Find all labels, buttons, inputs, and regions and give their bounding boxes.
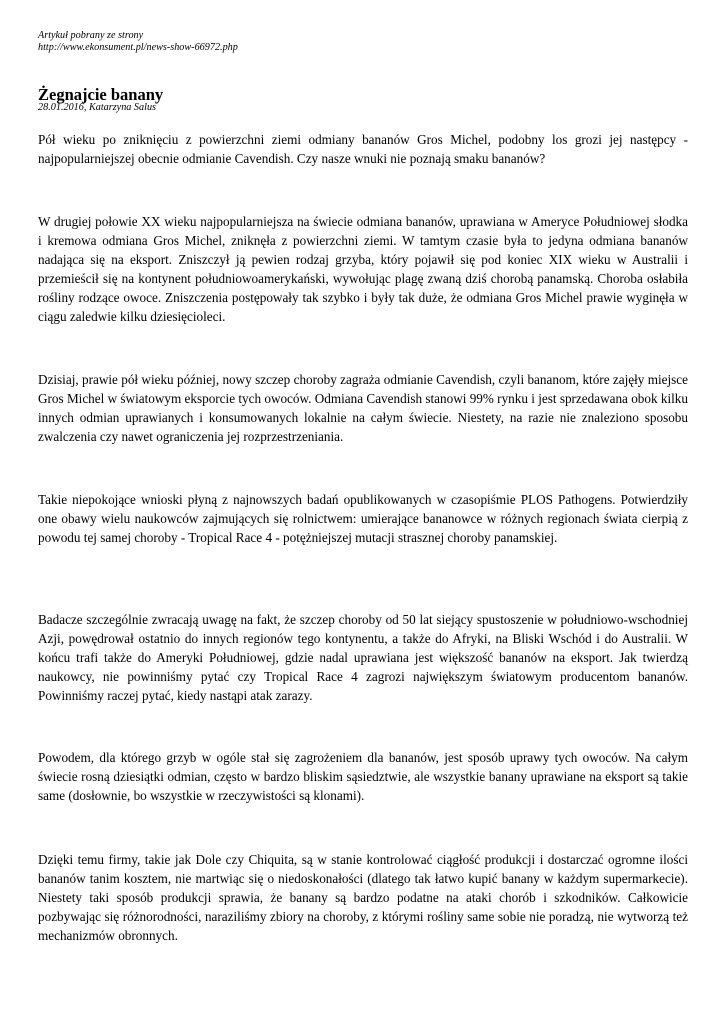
document-page	[38, 30, 688, 944]
source-note	[38, 30, 688, 53]
article-lead: Pół wieku po zniknięciu z powierzchni ziemi odmiany bananów Gros Michel, podobny los grozi jej następcy - najpopularniejszej obecnie odmianie Cavendish. Czy nasze wnuki nie poznają smaku bananów?	[38, 132, 688, 167]
article-paragraph-6: Dzięki temu firmy, takie jak Dole czy Chiquita, są w stanie kontrolować ciągłość produkcji i dostarczać ogromne ilości bananów tanim kosztem, nie martwiąc się o niedoskonałości (dlatego tak łatwo kupić banany w każdym supermarkecie). Niestety taki sposób produkcji sprawia, że banany są bardzo podatne na ataki chorób i szkodników. Całkowicie pozbywając się różnorodności, naraziliśmy zbiory na choroby, z którymi rośliny same sobie nie poradzą, nie wytworzą też mechanizmów obronnych.	[38, 852, 688, 944]
article-paragraph-1: W drugiej połowie XX wieku najpopularniejsza na świecie odmiana bananów, uprawiana w Ameryce Południowej słodka i kremowa odmiana Gros Michel, zniknęła z powierzchni ziemi. W tamtym czasie była to jedyna odmiana bananów nadająca się na eksport. Zniszczył ją pewien rodzaj grzyba, który pojawił się pod koniec XIX wieku w Australii i przemieścił się na kontynent południowoamerykański, wywołując plagę zwaną dziś chorobą panamską. Choroba osłabiła rośliny rodzące owoce. Zniszczenia postępowały tak szybko i były tak duże, że odmiana Gros Michel prawie wyginęła w ciągu zaledwie kilku dziesięcioleci.	[38, 214, 688, 325]
article-paragraph-5: Powodem, dla którego grzyb w ogóle stał się zagrożeniem dla bananów, jest sposób uprawy tych owoców. Na całym świecie rosną dziesiątki odmian, często w bardzo bliskim sąsiedztwie, ale wszystkie banany uprawiane na eksport są takie same (dosłownie, bo wszystkie w rzeczywistości są klonami).	[38, 750, 688, 804]
article-title: Żegnajcie banany	[38, 85, 164, 104]
source-url: http://www.ekonsument.pl/news-show-66972.php	[38, 41, 238, 53]
article-paragraph-2: Dzisiaj, prawie pół wieku później, nowy szczep choroby zagraża odmianie Cavendish, czyli bananom, które zajęły miejsce Gros Michel w światowym eksporcie tych owoców. Odmiana Cavendish stanowi 99% rynku i jest sprzedawana obok kilku innych odmian uprawianych i konsumowanych lokalnie na całym świecie. Niestety, na razie nie znaleziono sposobu zwalczenia czy nawet ograniczenia jej rozprzestrzeniania.	[38, 372, 688, 445]
article-date-author: 28.01.2016, Katarzyna Salus	[38, 102, 157, 113]
article-paragraph-4: Badacze szczególnie zwracają uwagę na fakt, że szczep choroby od 50 lat siejący spustoszenie w południowo-wschodniej Azji, powędrował ostatnio do innych regionów tego kontynentu, a także do Afryki, na Bliski Wschód i do Australii. W końcu trafi także do Ameryki Południowej, gdzie nadal uprawiana jest większość bananów na eksport. Jak twierdzą naukowcy, nie powinniśmy pytać czy Tropical Race 4 zagrozi największym światowym producentom bananów. Powinniśmy raczej pytać, kiedy nastąpi atak zarazy.	[38, 612, 688, 704]
article-paragraph-3: Takie niepokojące wnioski płyną z najnowszych badań opublikowanych w czasopiśmie PLOS Pathogens. Potwierdziły one obawy wielu naukowców zajmujących się rolnictwem: umierające bananowce w różnych regionach świata cierpią z powodu tej samej choroby - Tropical Race 4 - potężniejszej mutacji strasznej choroby panamskiej.	[38, 492, 688, 546]
source-label: Artykuł pobrany ze strony	[38, 30, 144, 41]
